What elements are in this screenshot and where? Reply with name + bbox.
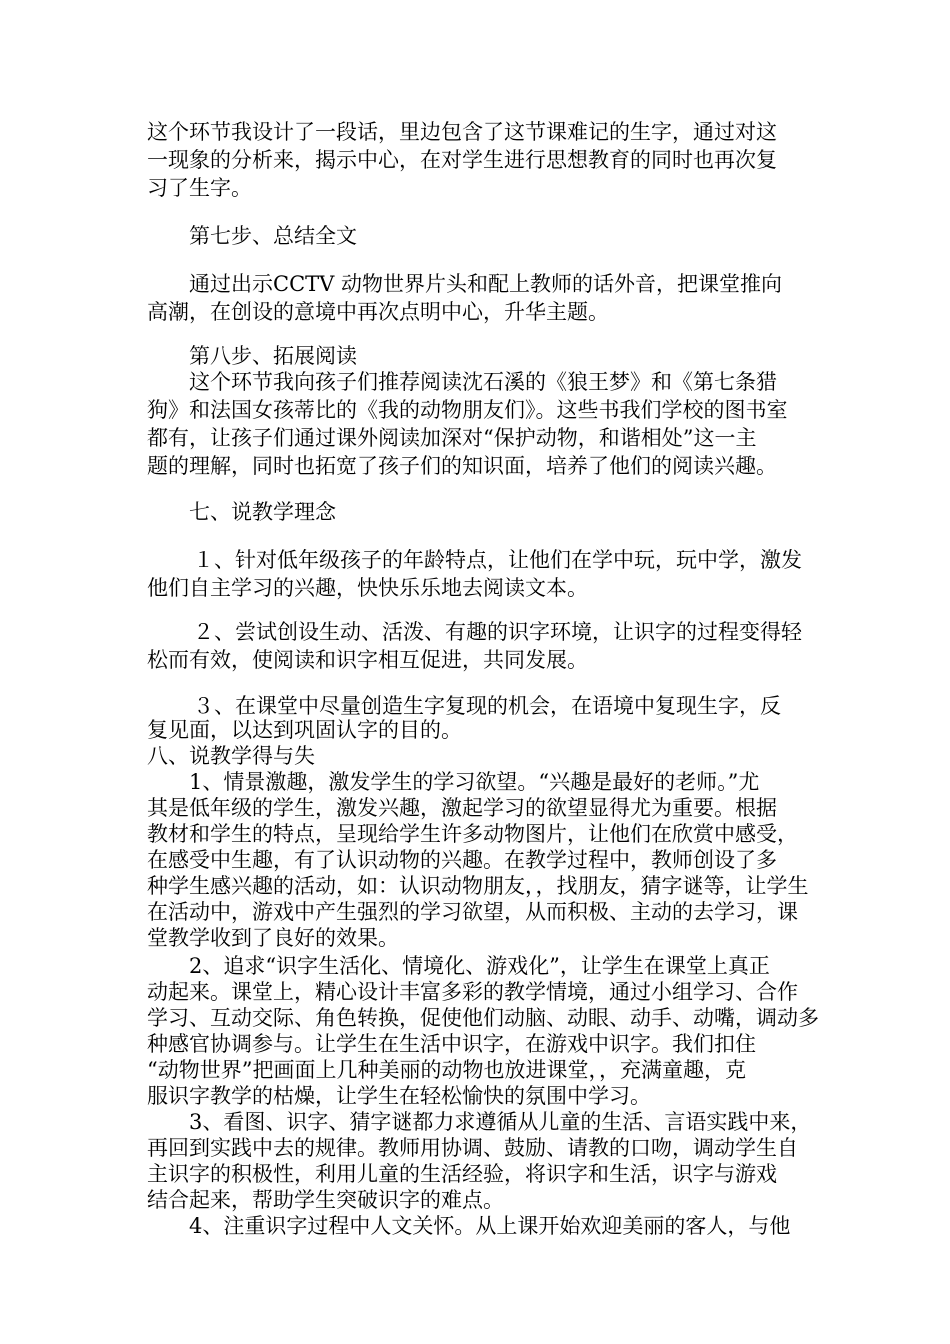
text-line: 在活动中，游戏中产生强烈的学习欲望，从而积极、主动的去学习，课 (147, 900, 798, 924)
text-line: 服识字教学的枯燥，让学生在轻松愉快的氛围中学习。 (147, 1084, 651, 1108)
text-line: 堂教学收到了良好的效果。 (147, 926, 399, 950)
text-line: 一现象的分析来，揭示中心，在对学生进行思想教育的同时也再次复 (147, 148, 777, 172)
text-line: 种学生感兴趣的活动，如：认识动物朋友，，找朋友，猜字谜等，让学生 (147, 874, 809, 898)
text-line: ３、在课堂中尽量创造生字复现的机会，在语境中复现生字，反 (193, 694, 781, 718)
text-line: 再回到实践中去的规律。教师用协调、鼓励、请教的口吻，调动学生自 (147, 1136, 798, 1160)
text-line: 4、注重识字过程中人文关怀。从上课开始欢迎美丽的客人，与他 (189, 1214, 791, 1238)
text-line: 题的理解，同时也拓宽了孩子们的知识面，培养了他们的阅读兴趣。 (147, 454, 777, 478)
section-heading: 七、说教学理念 (189, 500, 336, 524)
text-line: ２、尝试创设生动、活泼、有趣的识字环境，让识字的过程变得轻 (193, 620, 802, 644)
text-line: 其是低年级的学生，激发兴趣，激起学习的欲望显得尤为重要。根据 (147, 796, 777, 820)
text-line: 都有，让孩子们通过课外阅读加深对“保护动物，和谐相处”这一主 (147, 426, 757, 450)
text-line: 通过出示CCTV 动物世界片头和配上教师的话外音，把课堂推向 (189, 272, 782, 296)
text-line: 种感官协调参与。让学生在生活中识字，在游戏中识字。我们扣住 (147, 1032, 756, 1056)
text-line: 2、追求“识字生活化、情境化、游戏化”，让学生在课堂上真正 (189, 954, 770, 978)
text-line: 3、看图、识字、猜字谜都力求遵循从儿童的生活、言语实践中来， (189, 1110, 812, 1134)
text-line: 他们自主学习的兴趣，快快乐乐地去阅读文本。 (147, 576, 588, 600)
section-heading: 第八步、拓展阅读 (189, 344, 357, 368)
text-line: 习了生字。 (147, 176, 252, 200)
section-heading: 第七步、总结全文 (189, 224, 357, 248)
text-line: 松而有效，使阅读和识字相互促进，共同发展。 (147, 648, 588, 672)
text-line: １、针对低年级孩子的年龄特点，让他们在学中玩，玩中学，激发 (193, 548, 802, 572)
text-line: 在感受中生趣，有了认识动物的兴趣。在教学过程中，教师创设了多 (147, 848, 777, 872)
text-line: 这个环节我向孩子们推荐阅读沈石溪的《狼王梦》和《第七条猎 (189, 370, 777, 394)
section-heading: 八、说教学得与失 (147, 744, 315, 768)
text-line: 狗》和法国女孩蒂比的《我的动物朋友们》。这些书我们学校的图书室 (147, 398, 788, 422)
text-line: 教材和学生的特点，呈现给学生许多动物图片，让他们在欣赏中感受， (147, 822, 798, 846)
text-line: 结合起来，帮助学生突破识字的难点。 (147, 1188, 504, 1212)
text-line: 高潮，在创设的意境中再次点明中心，升华主题。 (147, 300, 609, 324)
text-line: 动起来。课堂上，精心设计丰富多彩的教学情境，通过小组学习、合作 (147, 980, 798, 1004)
text-line: 1、情景激趣，激发学生的学习欲望。“兴趣是最好的老师。”尤 (189, 770, 760, 794)
text-line: 复见面，以达到巩固认字的目的。 (147, 718, 462, 742)
text-line: “动物世界”把画面上几种美丽的动物也放进课堂，，充满童趣，克 (147, 1058, 746, 1082)
text-line: 学习、互动交际、角色转换，促使他们动脑、动眼、动手、动嘴，调动多 (147, 1006, 819, 1030)
text-line: 这个环节我设计了一段话，里边包含了这节课难记的生字，通过对这 (147, 120, 777, 144)
text-line: 主识字的积极性，利用儿童的生活经验，将识字和生活，识字与游戏 (147, 1162, 777, 1186)
